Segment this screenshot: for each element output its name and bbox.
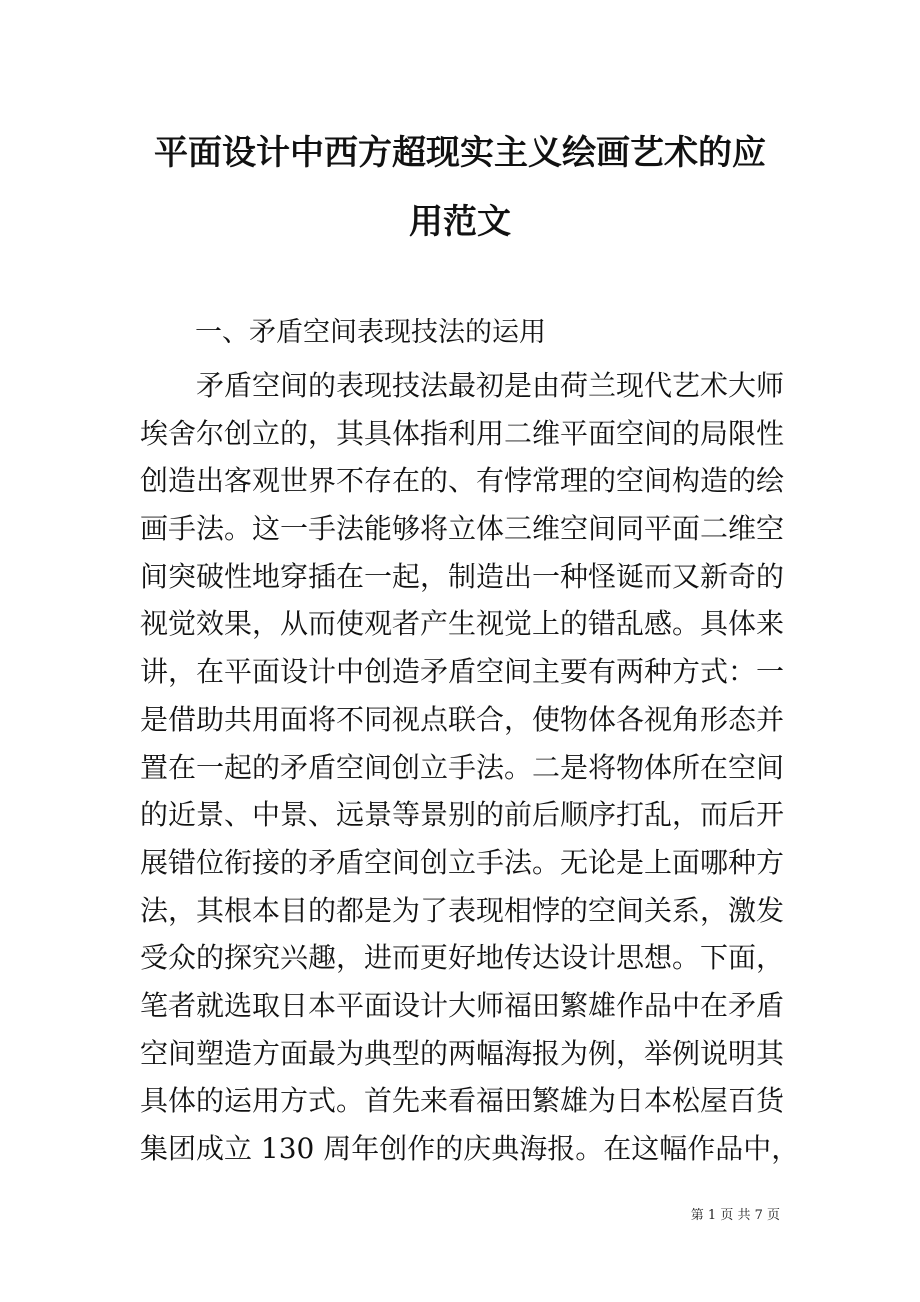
body-line: 讲，在平面设计中创造矛盾空间主要有两种方式：一 bbox=[140, 655, 785, 689]
body-line: 受众的探究兴趣，进而更好地传达设计思想。下面， bbox=[140, 941, 785, 975]
body-line: 埃舍尔创立的，其具体指利用二维平面空间的局限性 bbox=[140, 416, 785, 450]
document-title-line-1: 平面设计中西方超现实主义绘画艺术的应 bbox=[154, 133, 766, 173]
body-line: 空间塑造方面最为典型的两幅海报为例，举例说明其 bbox=[140, 1036, 785, 1070]
body-line: 画手法。这一手法能够将立体三维空间同平面二维空 bbox=[140, 512, 785, 546]
body-line: 法，其根本目的都是为了表现相悖的空间关系，激发 bbox=[140, 893, 785, 927]
body-line: 置在一起的矛盾空间创立手法。二是将物体所在空间 bbox=[140, 750, 785, 784]
body-line: 间突破性地穿插在一起，制造出一种怪诞而又新奇的 bbox=[140, 559, 785, 593]
body-line: 矛盾空间的表现技法最初是由荷兰现代艺术大师 bbox=[196, 369, 785, 402]
body-paragraph bbox=[140, 362, 800, 1173]
document-title-line-2: 用范文 bbox=[409, 202, 511, 242]
body-line: 的近景、中景、远景等景别的前后顺序打乱，而后开 bbox=[140, 798, 785, 832]
body-line: 笔者就选取日本平面设计大师福田繁雄作品中在矛盾 bbox=[140, 988, 785, 1022]
body-line: 是借助共用面将不同视点联合，使物体各视角形态并 bbox=[140, 702, 785, 736]
section-heading: 一、矛盾空间表现技法的运用 bbox=[195, 317, 546, 348]
body-line: 具体的运用方式。首先来看福田繁雄为日本松屋百货 bbox=[140, 1084, 785, 1118]
body-line: 视觉效果，从而使观者产生视觉上的错乱感。具体来 bbox=[140, 607, 785, 641]
page-number-footer: 第 1 页 共 7 页 bbox=[690, 1208, 780, 1223]
body-line: 创造出客观世界不存在的、有悖常理的空间构造的绘 bbox=[140, 464, 785, 498]
body-line: 集团成立 130 周年创作的庆典海报。在这幅作品中， bbox=[140, 1132, 800, 1165]
body-line: 展错位衔接的矛盾空间创立手法。无论是上面哪种方 bbox=[140, 845, 785, 879]
